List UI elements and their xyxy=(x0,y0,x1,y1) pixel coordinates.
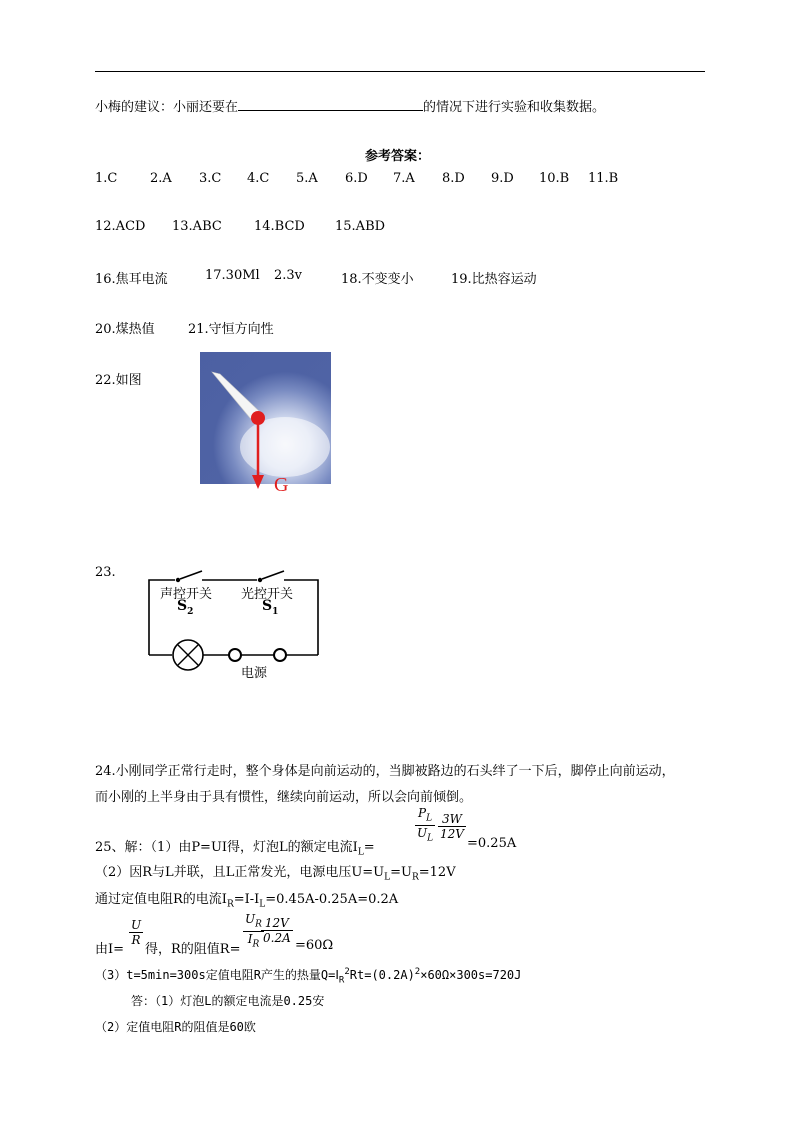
answer-item: 9.D xyxy=(491,171,514,186)
answer-item: 5.A xyxy=(296,171,318,186)
power-terminal-icon xyxy=(274,649,286,661)
answers-row-3 xyxy=(0,268,800,288)
answer-item: 12.ACD xyxy=(95,219,146,234)
q23-label: 23. xyxy=(95,565,116,580)
answers-row-4 xyxy=(0,318,800,338)
header-rule xyxy=(95,71,705,72)
q25-line-4 xyxy=(95,910,495,955)
answer-item: 11.B xyxy=(588,171,619,186)
q24-line-2: 而小刚的上半身由于具有惯性，继续向前运动，所以会向前倾倒。 xyxy=(95,790,473,805)
switch-light-id: $S_1$ xyxy=(262,598,279,617)
fraction-12v-0.2a: $\frac{12V}{0.2A}$ xyxy=(263,916,291,945)
answer-item: 20.煤热值 xyxy=(95,322,155,337)
switch-sound-label: 声控开关 xyxy=(160,587,213,602)
fraction-u-r: $\frac{U}{R}$ xyxy=(131,918,142,947)
switch-s1-blade xyxy=(262,571,284,579)
suggestion-suffix: 的情况下进行实验和收集数据。 xyxy=(423,100,606,115)
answers-title: 参考答案： xyxy=(365,149,431,164)
answers-row-1 xyxy=(0,171,800,191)
suggestion-line xyxy=(95,96,605,115)
answer-item: 18.不变变小 xyxy=(341,272,414,287)
gravity-label: G xyxy=(274,474,289,496)
answer-item: 8.D xyxy=(442,171,465,186)
q25-line-6: 答：（1）灯泡L的额定电流是0.25安 xyxy=(131,994,325,1008)
switch-light-label: 光控开关 xyxy=(241,587,294,602)
answer-item: 4.C xyxy=(247,171,270,186)
q25-line-7: （2）定值电阻R的阻值是60欧 xyxy=(95,1020,256,1034)
switch-s1-contact xyxy=(258,578,262,582)
q25-line-1-prefix: 25、解：（1）由P=UⅠ得，灯泡L的额定电流$Ⅰ_L=$ xyxy=(95,840,375,858)
q25-line-2: （2）因R与L并联，且L正常发光，电源电压$U=U_L=U_R=12V$ xyxy=(95,865,456,883)
answer-item: 13.ABC xyxy=(172,219,222,234)
switch-sound-id: $S_2$ xyxy=(177,598,194,617)
answer-item: 15.ABD xyxy=(335,219,386,234)
q25-line-4-result: =60Ω xyxy=(295,938,334,953)
q24-line-1: 24.小刚同学正常行走时，整个身体是向前运动的，当脚被路边的石头绊了一下后，脚停止向前运动， xyxy=(95,764,675,779)
power-source-label: 电源 xyxy=(241,666,268,681)
answer-item: 21.守恒方向性 xyxy=(188,322,274,337)
switch-s2-blade xyxy=(180,571,202,579)
fraction-ur-ir: $\frac{U_R}{I_R}$ xyxy=(245,912,262,950)
suggestion-prefix: 小梅的建议：小丽还要在 xyxy=(95,100,239,115)
q25-line-5: （3）t=5min=300s定值电阻R产生的热量$Q=Ⅰ_R^2Rt=(0.2A)^2\times 60\Omega\times 300s=720J$ xyxy=(95,967,522,986)
switch-s2-contact xyxy=(176,578,180,582)
q25-line-1-result: =0.25A xyxy=(467,836,517,851)
answer-item: 1.C xyxy=(95,171,118,186)
power-terminal-icon xyxy=(229,649,241,661)
q22-label: 22.如图 xyxy=(95,373,142,388)
answer-item: 14.BCD xyxy=(254,219,305,234)
answer-item: 7.A xyxy=(393,171,415,186)
answer-item: 2.3v xyxy=(274,268,303,283)
arrow-head-icon xyxy=(252,475,264,489)
answer-item: 2.A xyxy=(150,171,172,186)
answer-item: 16.焦耳电流 xyxy=(95,272,168,287)
answer-item: 17.30Ml xyxy=(205,268,260,283)
answer-item: 6.D xyxy=(345,171,368,186)
answer-item: 19.比热容运动 xyxy=(451,272,537,287)
answer-blank[interactable] xyxy=(238,96,423,111)
answer-item: 10.B xyxy=(539,171,570,186)
q25-line-3: 通过定值电阻R的电流$Ⅰ_R=Ⅰ-Ⅰ_L=0.45A-0.25A=0.2A$ xyxy=(95,892,399,910)
answers-row-2 xyxy=(0,219,800,239)
q25-line-1 xyxy=(95,806,517,858)
fraction-pl-ul: $\frac{P_L}{U_L}$ xyxy=(417,806,434,844)
answer-item: 3.C xyxy=(199,171,222,186)
fraction-3w-12v: $\frac{3W}{12V}$ xyxy=(440,812,464,841)
q25-line-4-mid: 得，R的阻值R= xyxy=(145,942,241,957)
gravity-arrow xyxy=(245,405,275,493)
q25-line-4-prefix: 由Ⅰ= xyxy=(95,942,125,957)
